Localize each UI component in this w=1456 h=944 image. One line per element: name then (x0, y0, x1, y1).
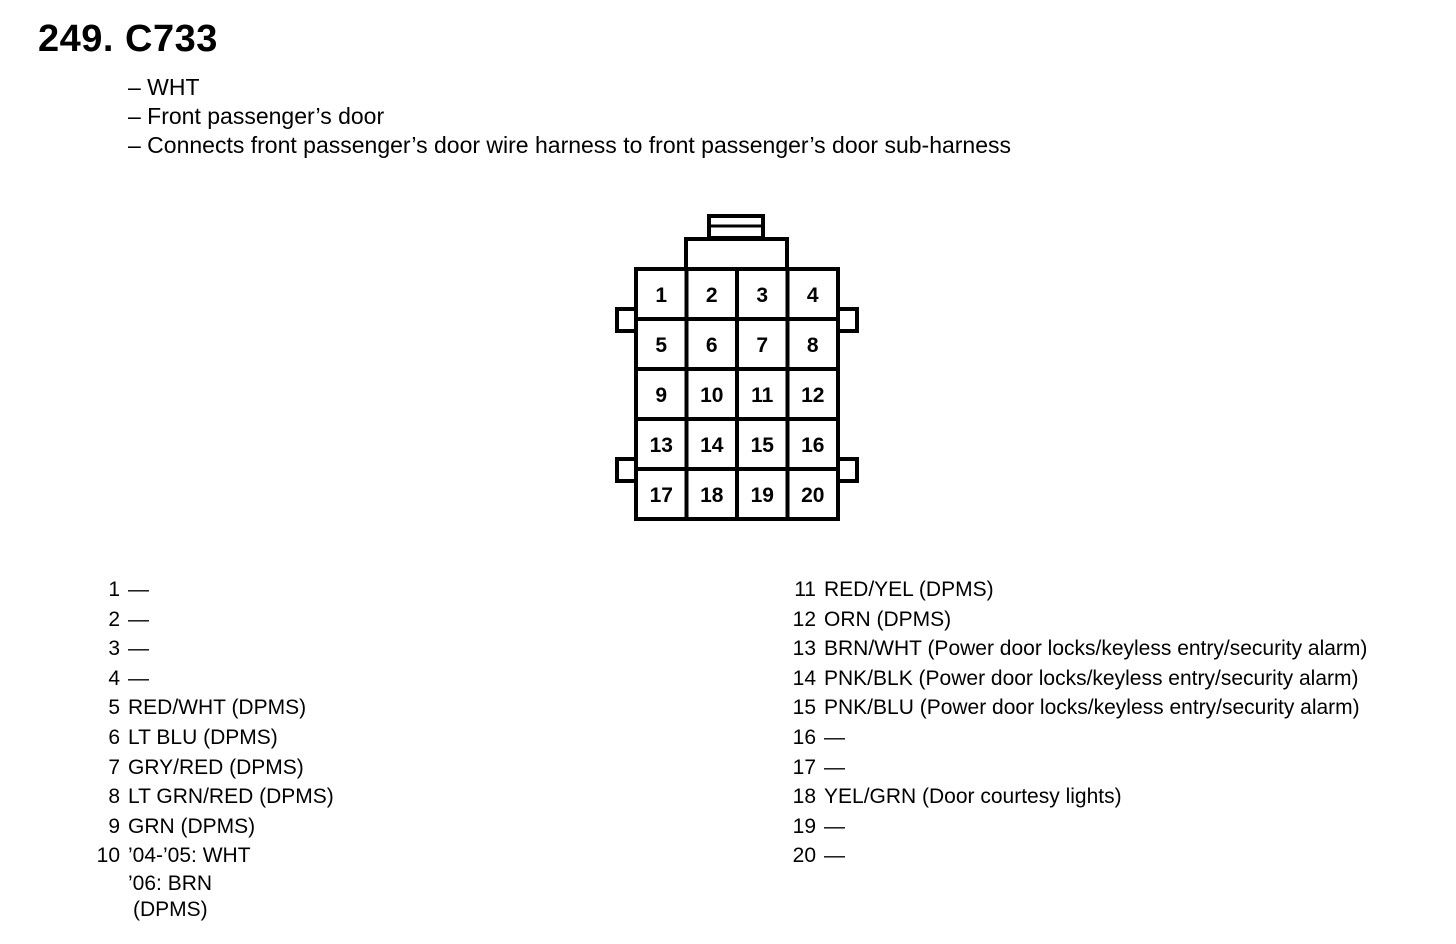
cavity-label-5: 5 (655, 334, 668, 357)
cavity-grid (636, 269, 838, 519)
cavity-label-16: 16 (801, 434, 825, 457)
pinout-row (90, 841, 334, 871)
pin-number: 18 (792, 785, 816, 809)
pinout-row (786, 812, 1367, 842)
connector-side-tab-bottom-right (838, 459, 857, 481)
connector-side-tab-top-left (617, 309, 636, 331)
cavity-label-17: 17 (649, 484, 673, 507)
connector-function: – Connects front passenger’s door wire harness to front passenger’s door sub-harness (128, 132, 1012, 158)
pin-number: 14 (792, 666, 816, 690)
pinout-row (90, 812, 334, 842)
cavity-label-10: 10 (700, 384, 724, 407)
pinout-row (786, 575, 1367, 605)
pin-number: 2 (108, 607, 120, 631)
pinout-row (786, 634, 1367, 664)
pin-number: 4 (108, 666, 120, 690)
connector-side-tab-top-right (838, 309, 857, 331)
pin-description: ORN (DPMS) (824, 607, 952, 631)
pin-number: 11 (794, 578, 816, 601)
cavity-label-6: 6 (705, 334, 718, 357)
cavity-label-13: 13 (649, 434, 673, 457)
cavity-label-4: 4 (806, 284, 819, 307)
pin-number: 16 (792, 725, 816, 749)
cavity-label-12: 12 (801, 384, 825, 407)
cavity-label-2: 2 (705, 284, 718, 307)
pin-description: RED/WHT (DPMS) (128, 696, 307, 720)
pinout-row (786, 605, 1367, 635)
pinout-row (90, 605, 334, 635)
pin-number: 9 (108, 814, 120, 838)
pinout-row (90, 575, 334, 605)
pinout-row (90, 723, 334, 753)
cavity-label-8: 8 (806, 334, 819, 357)
pinout-row (786, 664, 1367, 694)
pin-number: 8 (108, 785, 120, 809)
cavity-label-11: 11 (751, 384, 774, 407)
pin-number: 3 (108, 637, 120, 661)
pin-number: 6 (108, 725, 120, 749)
pinout-list-left (90, 575, 334, 923)
pinout-row (786, 841, 1367, 871)
connector-latch-base (686, 239, 787, 269)
pin-description: — (128, 637, 149, 661)
pin-number: 5 (108, 696, 120, 720)
pin-description: PNK/BLK (Power door locks/keyless entry/security alarm) (824, 666, 1359, 690)
pin-description: — (824, 844, 845, 868)
pin-number: 7 (108, 755, 120, 779)
pinout-row (786, 753, 1367, 783)
pinout-row (786, 693, 1367, 723)
pinout-row (90, 634, 334, 664)
pin-number: 1 (108, 578, 120, 601)
pin-10-continuation: ’06: BRN (128, 871, 213, 895)
cavity-label-20: 20 (801, 484, 825, 507)
pin-description: BRN/WHT (Power door locks/keyless entry/security alarm) (824, 637, 1368, 661)
pinout-row (90, 664, 334, 694)
cavity-label-18: 18 (700, 484, 724, 507)
cavity-label-3: 3 (756, 284, 769, 307)
connector-location: – Front passenger’s door (128, 103, 385, 129)
pin-number: 13 (792, 637, 816, 661)
pin-number: 17 (792, 755, 816, 779)
pinout-row (90, 753, 334, 783)
pin-number: 19 (792, 814, 816, 838)
pin-description: LT BLU (DPMS) (128, 725, 278, 749)
pin-description: PNK/BLU (Power door locks/keyless entry/security alarm) (824, 696, 1360, 720)
pin-description: — (824, 725, 845, 749)
pin-description: GRY/RED (DPMS) (128, 755, 304, 779)
pin-description: — (128, 666, 149, 690)
connector-title: 249. C733 (38, 18, 218, 60)
pin-description: — (128, 578, 149, 601)
cavity-label-14: 14 (700, 434, 724, 457)
pin-number: 20 (792, 844, 816, 868)
cavity-label-15: 15 (750, 434, 774, 457)
pin-description: YEL/GRN (Door courtesy lights) (824, 785, 1122, 809)
pinout-list-right (786, 575, 1367, 871)
pinout-row (90, 693, 334, 723)
connector-color: – WHT (128, 74, 200, 100)
pin-description: ’04-’05: WHT (128, 844, 251, 868)
pin-description: RED/YEL (DPMS) (824, 578, 994, 601)
pinout-row (90, 782, 334, 812)
cavity-label-7: 7 (756, 334, 769, 357)
pin-number: 15 (792, 696, 816, 720)
cavity-label-1: 1 (655, 284, 668, 307)
pin-description: — (128, 607, 149, 631)
connector-side-tab-bottom-left (617, 459, 636, 481)
pin-number: 12 (792, 607, 816, 631)
pinout-row (786, 723, 1367, 753)
pinout-row (786, 782, 1367, 812)
cavity-label-9: 9 (655, 384, 668, 407)
cavity-label-19: 19 (750, 484, 774, 507)
pin-description: — (824, 755, 845, 779)
pin-10-continuation-note: (DPMS) (133, 897, 208, 921)
pin-description: LT GRN/RED (DPMS) (128, 785, 334, 809)
pin-description: GRN (DPMS) (128, 814, 256, 838)
pin-description: — (824, 814, 845, 838)
pin-number: 10 (96, 844, 120, 868)
